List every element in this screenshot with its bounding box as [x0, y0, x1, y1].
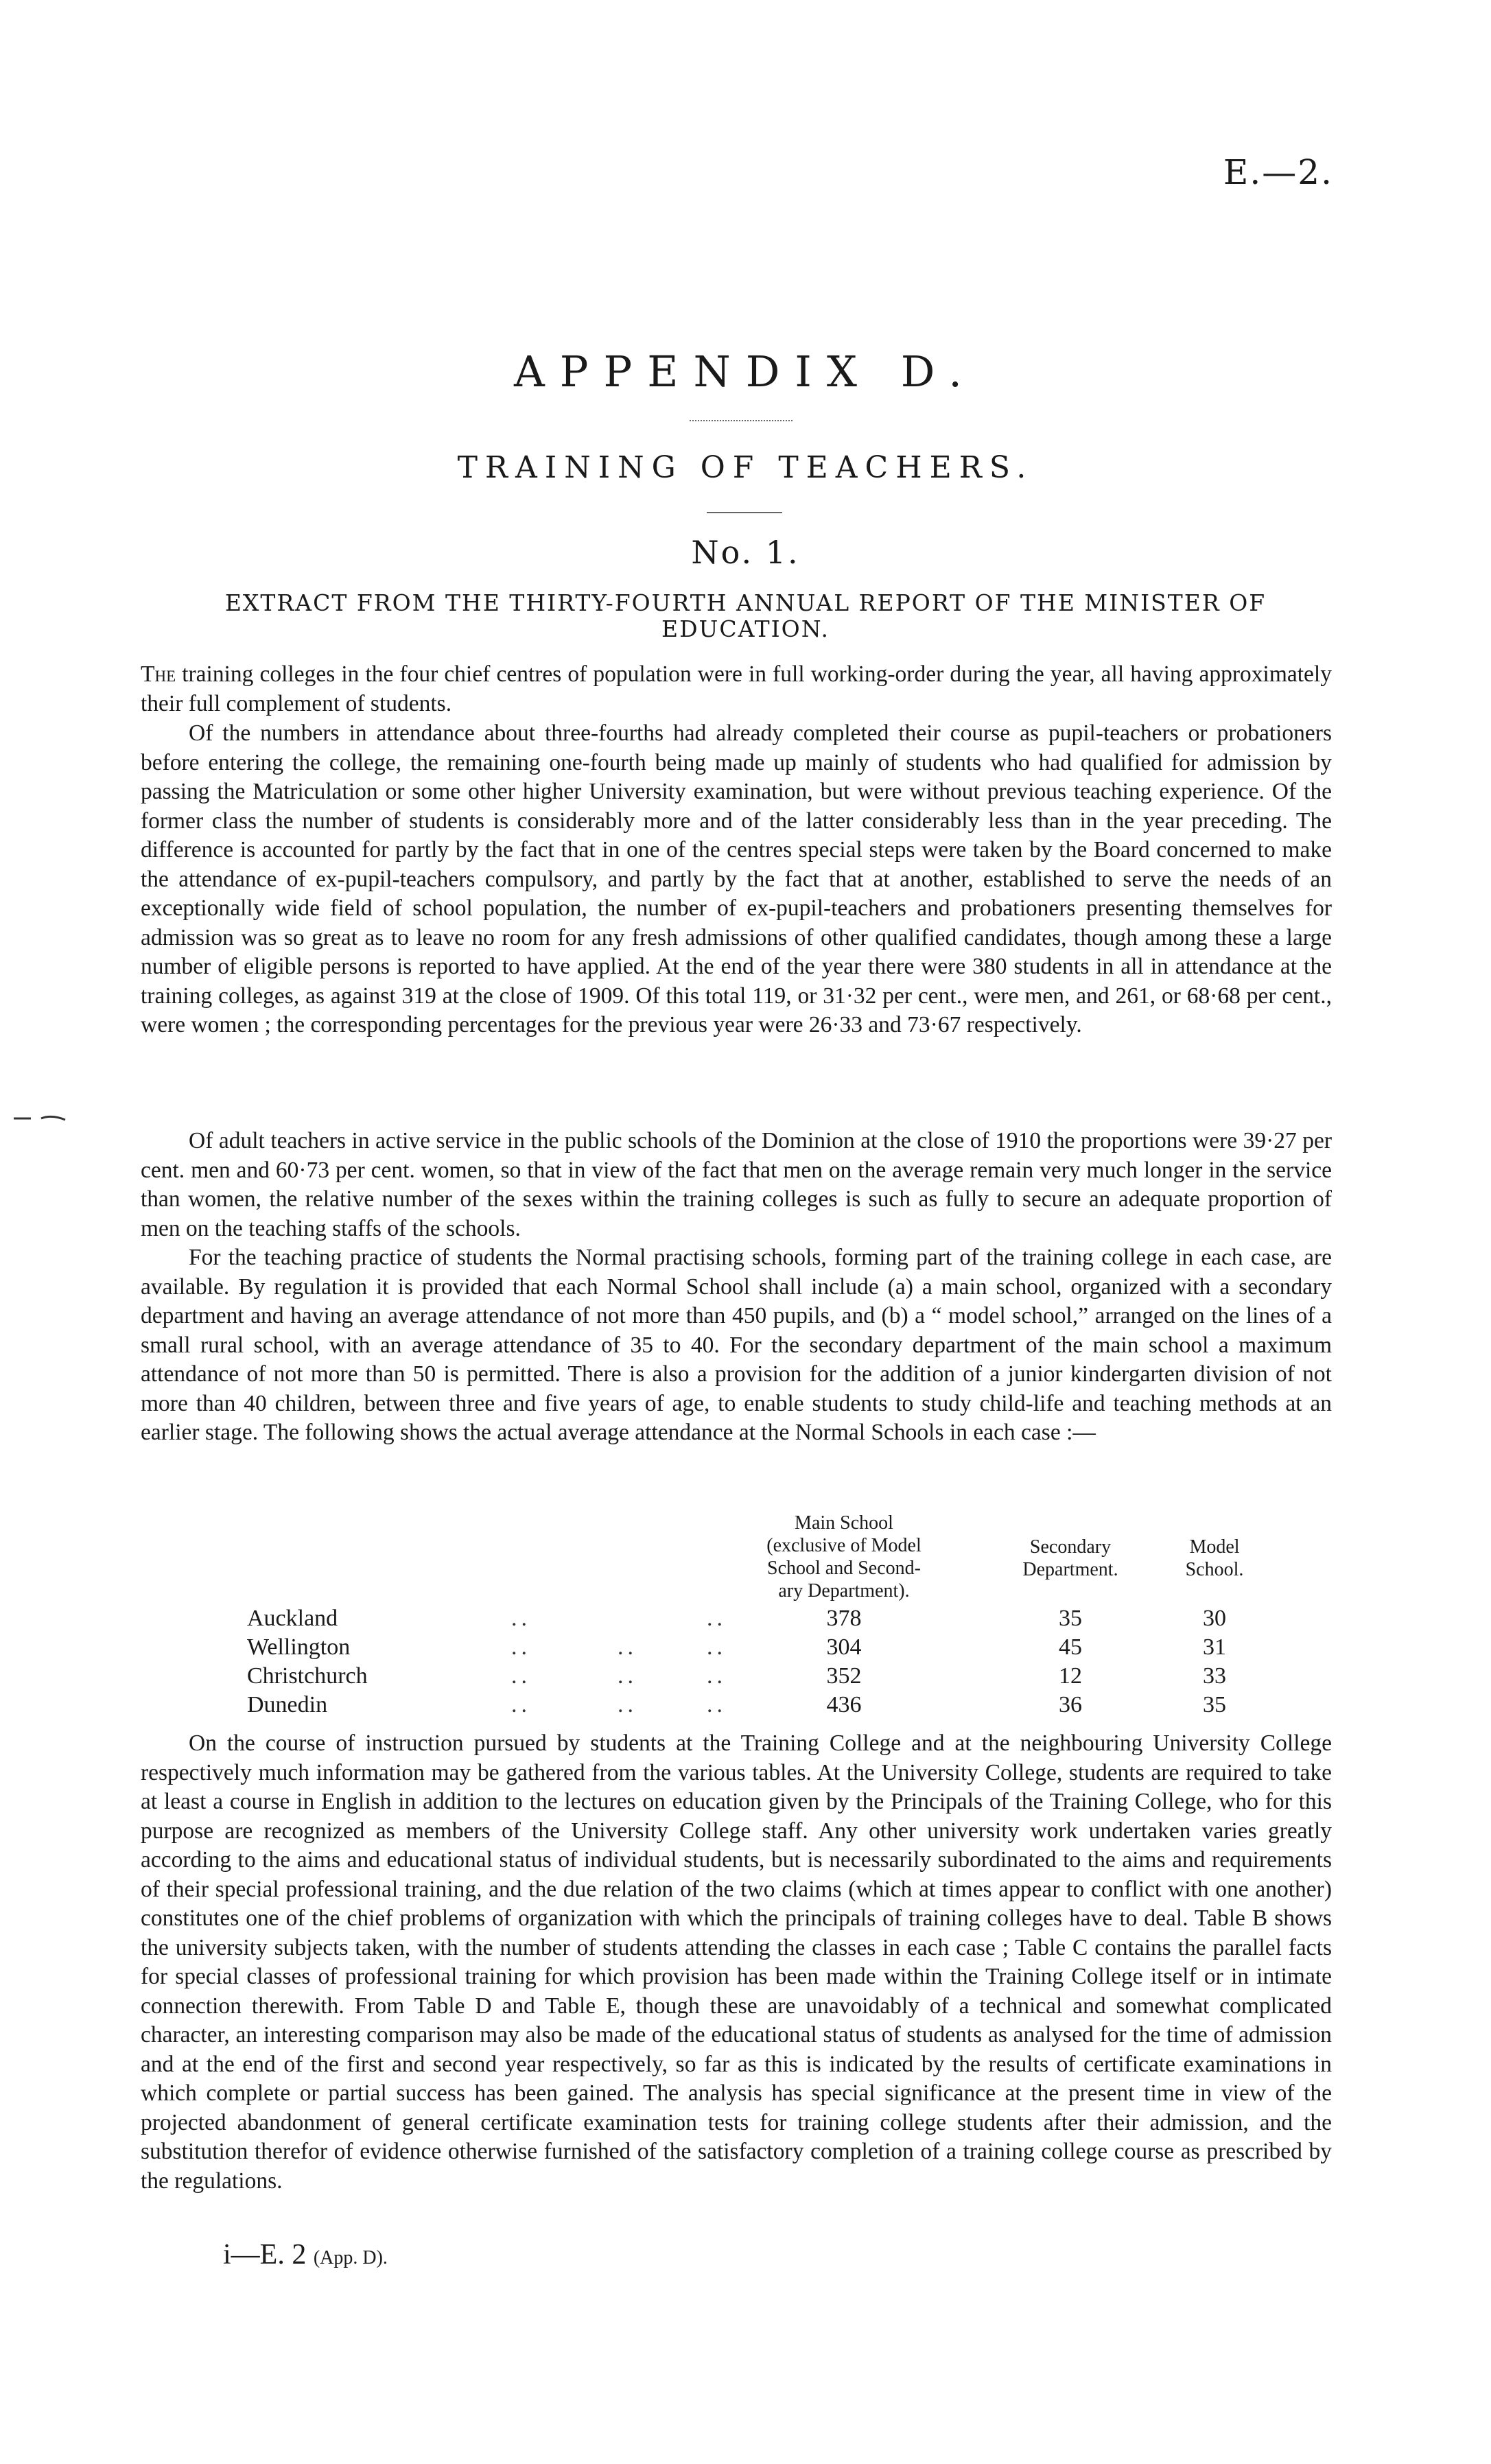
table-row [0, 1663, 1491, 1692]
row-model-value: 30 [1203, 1606, 1226, 1631]
paragraph-5: On the course of instruction pursued by students at the Training College and at the neighbouring University College respectively much information may be gathered from the various tables. At the University College, students are required to take at least a course in English in addition to the lectures on education given by the Principals of the Training College, who for this purpose are recognized as members of the University College staff. Any other university work undertaken varies greatly according to the aims and educational status of individual students, but is necessarily subordinated to the aims and requirements of their special professional training, and the due relation of the two claims (which at times appear to conflict with one another) constitutes one of the chief problems of organization with which the principals of training colleges have to deal. Table B shows the university subjects taken, with the number of students attending the classes in each case ; Table C contains the parallel facts for special classes of professional training for which provision has been made within the Training College itself or in intimate connection therewith. From Table D and Table E, though these are unavoidably of a technical and somewhat complicated character, an interesting comparison may also be made of the educational status of students as analysed for the time of admission and at the end of the first and second year respectively, so far as this is indicated by the results of certificate examinations in which complete or partial success has been gained. The analysis has special significance at the present time in view of the projected abandonment of general certificate examination tests for training college students after their admission, and the substitution therefor of evidence otherwise furnished of the satisfactory completion of a training college course as prescribed by the regulations. [141, 1730, 1332, 2194]
column-header-secondary-line: Department. [1022, 1559, 1118, 1580]
column-header-secondary [1002, 1536, 1139, 1581]
subtitle-divider [707, 512, 782, 513]
column-header-secondary-line: Secondary [1029, 1536, 1112, 1558]
column-header-model-line: School. [1185, 1559, 1244, 1580]
table-row [0, 1692, 1491, 1721]
row-model-value: 35 [1203, 1692, 1226, 1717]
leader-dots: .. [707, 1663, 727, 1689]
leader-dots: .. [707, 1634, 727, 1660]
row-city: Wellington [247, 1634, 351, 1660]
column-header-model [1166, 1536, 1263, 1581]
leader-dots: .. [618, 1634, 637, 1660]
column-header-main-line: School and Second- [767, 1558, 921, 1579]
row-main-value: 304 [826, 1634, 862, 1660]
row-city: Christchurch [247, 1663, 368, 1689]
row-secondary-value: 36 [1059, 1692, 1082, 1717]
row-main-value: 378 [826, 1606, 862, 1631]
paragraph-3: Of adult teachers in active service in the public schools of the Dominion at the close of 1910 the proportions were 39·27 per cent. men and 60·73 per cent. women, so that in view of the fact that men on the average remain very much longer in the service than women, the relative number of the sexes within the training colleges is such as fully to secure an adequate proportion of men on the teaching staffs of the schools. [141, 1128, 1332, 1241]
appendix-title: APPENDIX D. [514, 347, 977, 397]
section-title: TRAINING OF TEACHERS. [457, 450, 1034, 485]
leader-dots: .. [707, 1692, 727, 1717]
margin-pencil-mark-icon [14, 1112, 82, 1125]
paragraph-4: For the teaching practice of students the Normal practising schools, forming part of the training college in each case, are available. By regulation it is provided that each Normal School shall include (a) a main school, organized with a secondary department and having an average attendance of not more than 450 pupils, and (b) a “ model school,” arranged on the lines of a small rural school, with an average attendance of 35 to 40. For the secondary department of the main school a maximum attendance of not more than 50 is permitted. There is also a provision for the addition of a junior kindergarten division of not more than 40 children, between three and five years of age, to enable students to study child-life and teaching methods at an earlier stage. The following shows the actual average attendance at the Normal Schools in each case :— [141, 1245, 1332, 1445]
leader-dots: .. [618, 1692, 637, 1717]
column-header-main-line: (exclusive of Model [766, 1535, 921, 1556]
paragraph-1-lead: The [141, 661, 176, 687]
row-main-value: 436 [826, 1692, 862, 1717]
leader-dots: .. [707, 1606, 727, 1631]
table-row [0, 1634, 1491, 1663]
leader-dots: .. [511, 1606, 531, 1631]
row-model-value: 33 [1203, 1663, 1226, 1689]
column-header-model-line: Model [1189, 1536, 1240, 1558]
row-secondary-value: 12 [1059, 1663, 1082, 1689]
table-row [0, 1606, 1491, 1634]
paragraph-1-text: training colleges in the four chief centres of population were in full working-order during the year, all having approximately their full complement of students. [141, 661, 1332, 716]
title-divider [690, 420, 793, 421]
row-main-value: 352 [826, 1663, 862, 1689]
signature-appendix: (App. D). [313, 2247, 388, 2268]
paragraph-1 [141, 660, 1332, 718]
document-number: No. 1. [691, 534, 800, 571]
row-secondary-value: 45 [1059, 1634, 1082, 1660]
column-header-main-line: ary Department). [778, 1580, 910, 1601]
page-reference: E.—2. [1223, 152, 1333, 192]
row-secondary-value: 35 [1059, 1606, 1082, 1631]
extract-heading: EXTRACT FROM THE THIRTY-FOURTH ANNUAL REPORT OF THE MINISTER OF EDUCATION. [224, 589, 1267, 642]
row-model-value: 31 [1203, 1634, 1226, 1660]
leader-dots: .. [511, 1692, 531, 1717]
page-signature [223, 2238, 388, 2271]
leader-dots: .. [618, 1663, 637, 1689]
leader-dots: .. [511, 1634, 531, 1660]
column-header-main-line: Main School [795, 1512, 893, 1534]
paragraph-2: Of the numbers in attendance about three-fourths had already completed their course as pupil-teachers or probationers before entering the college, the remaining one-fourth being made up mainly of students who had qualified for admission by passing the Matriculation or some other higher University examination, but were without previous teaching experience. Of the former class the number of students is considerably more and of the latter considerably less than in the year preceding. The difference is accounted for partly by the fact that in one of the centres special steps were taken by the Board concerned to make the attendance of ex-pupil-teachers compulsory, and partly by the fact that at another, established to serve the needs of an exceptionally wide field of school population, the number of ex-pupil-teachers and probationers presenting themselves for admission was so great as to leave no room for any fresh admissions of other qualified candidates, though among these a large number of eligible persons is reported to have applied. At the end of the year there were 380 students in all in attendance at the training colleges, as against 319 at the close of 1909. Of this total 119, or 31·32 per cent., were men, and 261, or 68·68 per cent., were women ; the corresponding percentages for the previous year were 26·33 and 73·67 respectively. [141, 720, 1332, 1037]
row-city: Dunedin [247, 1692, 328, 1717]
column-header-main-school [755, 1512, 933, 1602]
leader-dots: .. [511, 1663, 531, 1689]
row-city: Auckland [247, 1606, 338, 1631]
signature-mark: i—E. 2 [223, 2239, 307, 2271]
